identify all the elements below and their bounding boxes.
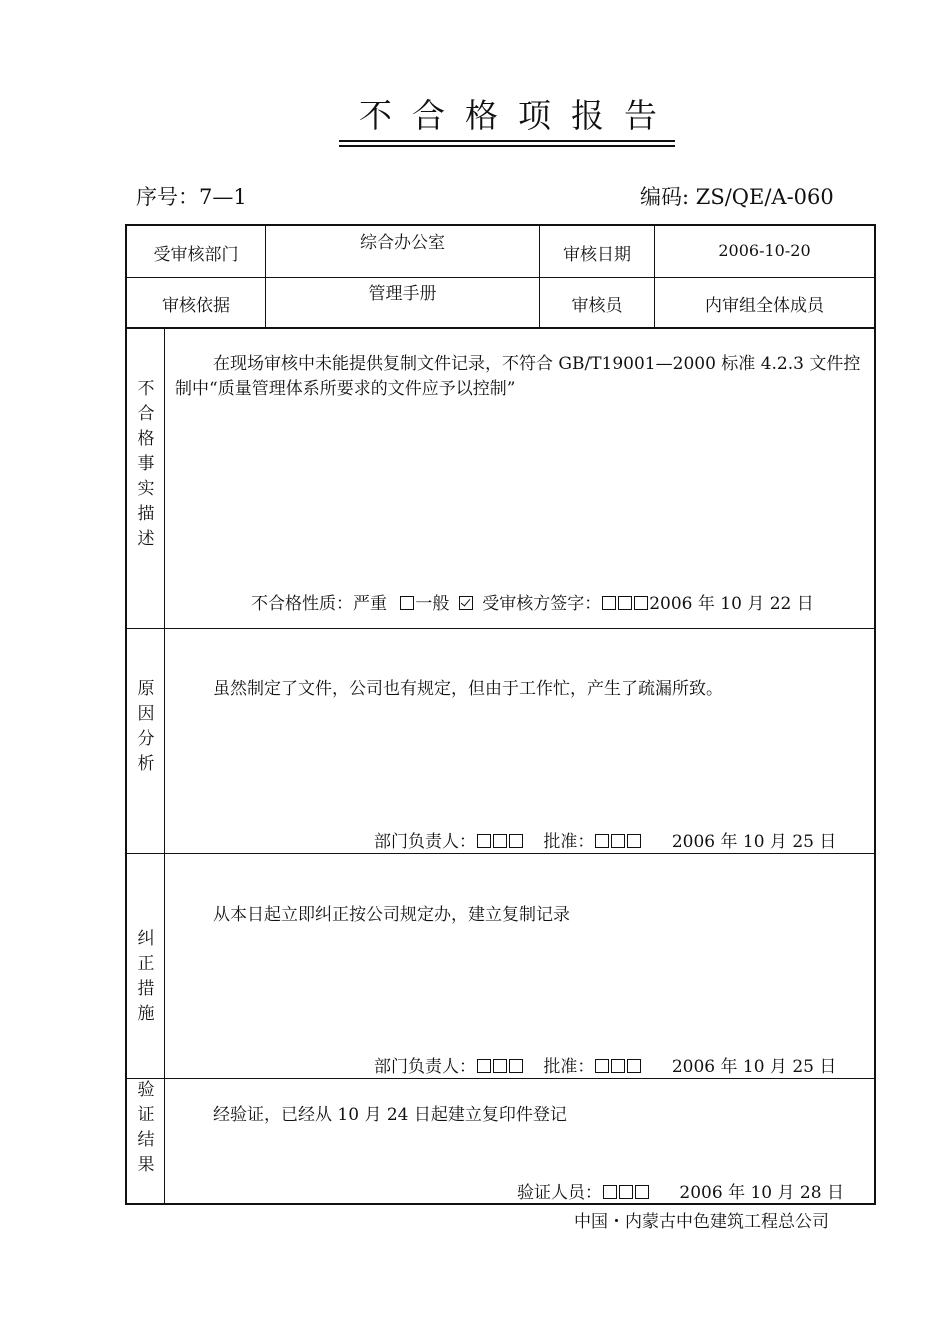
signature-box bbox=[595, 1059, 609, 1073]
signature-box bbox=[635, 1185, 649, 1199]
title-char: 项 bbox=[518, 96, 551, 135]
verify-date: 2006 年 10 月 28 日 bbox=[679, 1183, 844, 1203]
date-label: 审核日期 bbox=[563, 245, 631, 265]
row-divider bbox=[127, 1078, 874, 1079]
correction-text: 从本日起立即纠正按公司规定办，建立复制记录 bbox=[213, 905, 570, 925]
auditor-value: 内审组全体成员 bbox=[705, 296, 824, 316]
row-divider bbox=[127, 853, 874, 854]
auditor-label: 审核员 bbox=[571, 296, 623, 316]
basis-value: 管理手册 bbox=[368, 284, 437, 304]
basis-label: 审核依据 bbox=[162, 296, 230, 316]
title-char: 报 bbox=[571, 96, 604, 135]
serial-number: 序号：7—1 bbox=[136, 185, 247, 209]
signature-box bbox=[611, 834, 625, 848]
title-underline bbox=[339, 145, 675, 147]
verify-text: 经验证，已经从 10 月 24 日起建立复印件登记 bbox=[213, 1105, 567, 1125]
report-title bbox=[0, 90, 950, 137]
verifier-label: 验证人员： bbox=[517, 1183, 602, 1203]
company-footer: 中国・内蒙古中色建筑工程总公司 bbox=[574, 1212, 829, 1232]
signature-box bbox=[627, 1059, 641, 1073]
date-value: 2006-10-20 bbox=[718, 241, 811, 260]
row-divider bbox=[127, 277, 874, 278]
row-divider bbox=[127, 628, 874, 629]
minor-checkbox-checked[interactable] bbox=[459, 596, 473, 610]
title-char: 合 bbox=[412, 96, 445, 135]
facts-text: 在现场审核中未能提供复制文件记录，不符合 GB/T19001—2000 标准 4.2.3 文件控制中“质量管理体系所要求的文件应予以控制” bbox=[175, 354, 861, 399]
correction-sign-line bbox=[374, 1052, 836, 1077]
manager-label: 部门负责人： bbox=[374, 1057, 476, 1077]
signature-box bbox=[509, 834, 523, 848]
signature-box bbox=[627, 834, 641, 848]
signature-box bbox=[477, 1059, 491, 1073]
nature-label: 不合格性质：严重 bbox=[251, 594, 387, 614]
serious-checkbox[interactable] bbox=[400, 596, 414, 610]
report-table bbox=[125, 224, 876, 1205]
title-char: 不 bbox=[359, 96, 392, 135]
signature-box bbox=[595, 834, 609, 848]
dept-label: 受审核部门 bbox=[153, 245, 239, 265]
verify-sign-line bbox=[517, 1178, 844, 1203]
col-divider bbox=[164, 327, 165, 1203]
facts-section-label: 不 合 格 事 实 描 述 bbox=[137, 379, 155, 549]
dept-value: 综合办公室 bbox=[360, 233, 445, 253]
signature-box bbox=[602, 596, 616, 610]
cause-section-label: 原 因 分 析 bbox=[137, 679, 155, 774]
signature-box bbox=[619, 1185, 633, 1199]
title-char: 告 bbox=[624, 96, 657, 135]
signature-box bbox=[477, 834, 491, 848]
cause-sign-line bbox=[374, 827, 836, 852]
minor-label: 一般 bbox=[415, 594, 450, 614]
signature-label: 受审核方签字： bbox=[482, 594, 602, 614]
verify-section-label: 验 证 结 果 bbox=[137, 1080, 155, 1175]
signature-box bbox=[634, 596, 648, 610]
approve-label: 批准： bbox=[543, 1057, 595, 1077]
cause-text: 虽然制定了文件，公司也有规定，但由于工作忙，产生了疏漏所致。 bbox=[213, 679, 723, 699]
correction-section-label: 纠 正 措 施 bbox=[137, 929, 155, 1024]
signature-box bbox=[493, 834, 507, 848]
title-underline bbox=[339, 140, 675, 142]
cause-date: 2006 年 10 月 25 日 bbox=[671, 832, 837, 852]
signature-box bbox=[611, 1059, 625, 1073]
facts-date: 2006 年 10 月 22 日 bbox=[649, 594, 814, 614]
approve-label: 批准： bbox=[543, 832, 595, 852]
correction-date: 2006 年 10 月 25 日 bbox=[671, 1057, 837, 1077]
manager-label: 部门负责人： bbox=[374, 832, 476, 852]
signature-box bbox=[509, 1059, 523, 1073]
facts-sign-line bbox=[251, 589, 814, 614]
signature-box bbox=[603, 1185, 617, 1199]
document-code: 编码: ZS/QE/A-060 bbox=[640, 185, 834, 209]
signature-box bbox=[618, 596, 632, 610]
title-char: 格 bbox=[465, 96, 498, 135]
signature-box bbox=[493, 1059, 507, 1073]
row-divider bbox=[127, 327, 874, 329]
